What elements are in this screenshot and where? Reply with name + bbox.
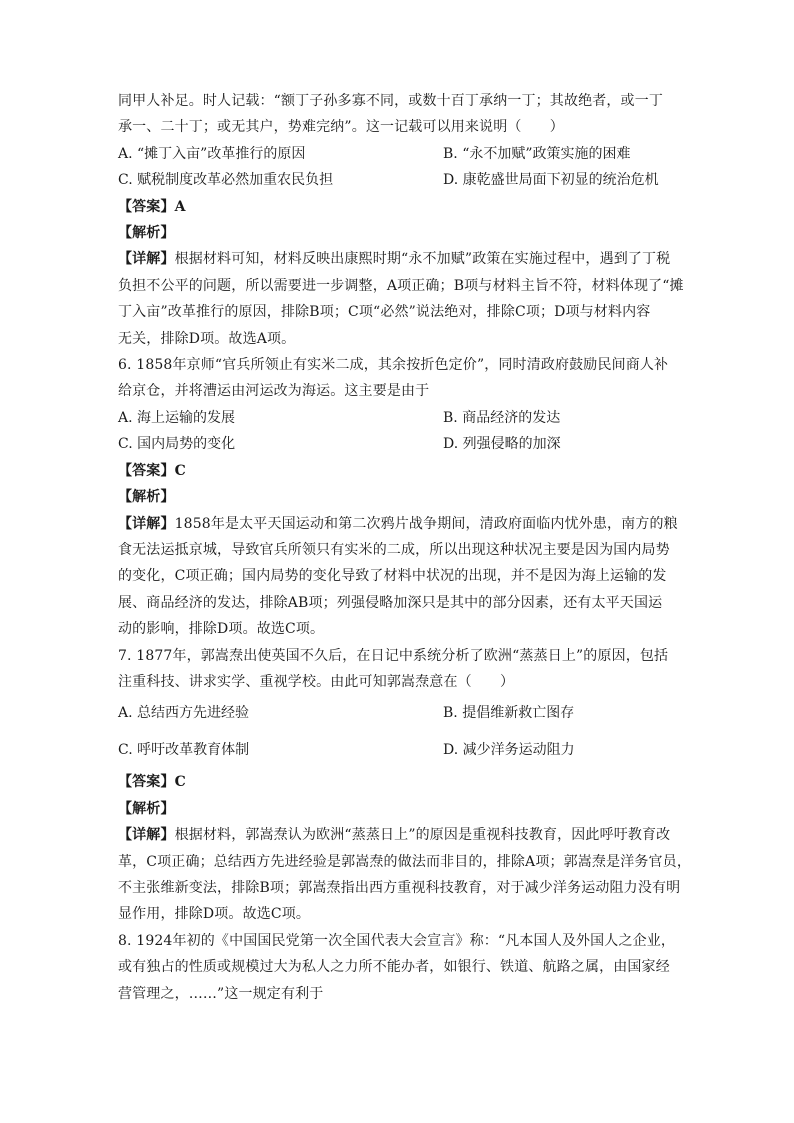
q6-option-b: B. 商品经济的发达 (443, 409, 561, 426)
q5-detail-line (118, 246, 678, 272)
q6-option-c: C. 国内局势的变化 (118, 436, 236, 453)
q5-detail-line: 丁入亩”改革推行的原因，排除B项；C项“必然”说法绝对，排除C项；D项与材料内容 (118, 304, 651, 321)
q6-stem-line: 6. 1858年京师“官兵所领止有实米二成，其余按折色定价”，同时清政府鼓励民间商人补 (118, 357, 669, 374)
q5-option-d: D. 康乾盛世局面下初显的统治危机 (443, 172, 659, 189)
q7-option-b: B. 提倡维新救亡图存 (443, 705, 575, 722)
q5-option-c: C. 赋税制度改革必然加重农民负担 (118, 172, 334, 189)
q7-detail-text: 根据材料，郭嵩焘认为欧洲“蒸蒸日上”的原因是重视科技教育，因此呼吁教育改 (174, 827, 671, 844)
q8-stem-line: 或有独占的性质或规模过大为私人之力所不能办者，如银行、铁道、航路之属，由国家经 (118, 959, 670, 976)
q7-stem-line: 注重科技、讲求实学、重视学校。由此可知郭嵩焘意在（ ） (118, 673, 515, 690)
question-7 (118, 643, 691, 928)
q6-detail-line: 食无法运抵京城，导致官兵所领只有实米的二成，所以出现这种状况主要是因为国内局势 (118, 541, 670, 558)
q6-options-row (118, 431, 678, 457)
q6-options-row (118, 405, 678, 431)
q7-stem-line: 7. 1877年，郭嵩焘出使英国不久后，在日记中系统分析了欧洲“蒸蒸日上”的原因，包括 (118, 647, 669, 664)
q6-detail-text: 1858年是太平天国运动和第二次鸦片战争期间，清政府面临内忧外患，南方的粮 (174, 515, 678, 532)
q5-detail-line: 负担不公平的问题，所以需要进一步调整，A项正确；B项与材料主旨不符，材料体现了“摊 (118, 277, 684, 294)
q6-answer: 【答案】C (118, 462, 186, 479)
q6-detail-line: 动的影响，排除D项。故选C项。 (118, 621, 325, 638)
q5-detail-tag: 【详解】 (118, 251, 175, 268)
q5-answer: 【答案】A (118, 198, 186, 215)
q6-option-a: A. 海上运输的发展 (118, 409, 236, 426)
q7-answer: 【答案】C (118, 774, 186, 791)
q6-option-d: D. 列强侵略的加深 (443, 436, 561, 453)
q6-detail-line (118, 511, 678, 537)
q8-stem-line: 营管理之，……”这一规定有利于 (118, 985, 324, 1002)
q7-detail-line: 不主张维新变法，排除B项；郭嵩焘指出西方重视科技教育，对于减少洋务运动阻力没有明 (118, 879, 681, 896)
question-5 (118, 88, 684, 352)
q5-option-a: A. “摊丁入亩”改革推行的原因 (118, 145, 306, 162)
question-8 (118, 928, 678, 1007)
q7-analysis-heading: 【解析】 (118, 800, 175, 817)
q7-detail-line: 革，C项正确；总结西方先进经验是郭嵩焘的做法而非目的，排除A项；郭嵩焘是洋务官员， (118, 853, 691, 870)
q7-detail-line (118, 822, 678, 848)
q6-detail-tag: 【详解】 (118, 515, 175, 532)
q7-option-d: D. 减少洋务运动阻力 (443, 742, 575, 759)
q7-options-row (118, 695, 678, 732)
q6-stem-line: 给京仓，并将漕运由河运改为海运。这主要是由于 (118, 383, 430, 400)
q5-stem-line: 承一、二十丁；或无其户，势难完纳”。这一记载可以用来说明（ ） (118, 119, 564, 136)
q6-detail-line: 展、商品经济的发达，排除AB项；列强侵略加深只是其中的部分因素，还有太平天国运 (118, 594, 663, 611)
q5-detail-text: 根据材料可知，材料反映出康熙时期“永不加赋”政策在实施过程中，遇到了丁税 (174, 251, 671, 268)
q7-detail-line: 显作用，排除D项。故选C项。 (118, 906, 311, 923)
q8-stem-line: 8. 1924年初的《中国国民党第一次全国代表大会宣言》称：“凡本国人及外国人之企业， (118, 932, 676, 949)
q5-option-b: B. “永不加赋”政策实施的困难 (443, 145, 631, 162)
q7-options-row (118, 732, 678, 769)
q5-analysis-heading: 【解析】 (118, 225, 175, 242)
document-page (118, 88, 691, 1007)
q5-options-row (118, 141, 678, 167)
q5-stem-line: 同甲人补足。时人记载：“额丁子孙多寡不同，或数十百丁承纳一丁；其故绝者，或一丁 (118, 93, 664, 109)
q5-detail-line: 无关，排除D项。故选A项。 (118, 330, 296, 347)
q6-detail-line: 的变化，C项正确；国内局势的变化导致了材料中状况的出现，并不是因为海上运输的发 (118, 568, 667, 585)
q5-options-row (118, 167, 678, 193)
q6-analysis-heading: 【解析】 (118, 489, 175, 506)
q7-option-c: C. 呼吁改革教育体制 (118, 742, 250, 759)
q7-detail-tag: 【详解】 (118, 827, 175, 844)
q7-option-a: A. 总结西方先进经验 (118, 705, 250, 722)
question-6 (118, 352, 678, 642)
